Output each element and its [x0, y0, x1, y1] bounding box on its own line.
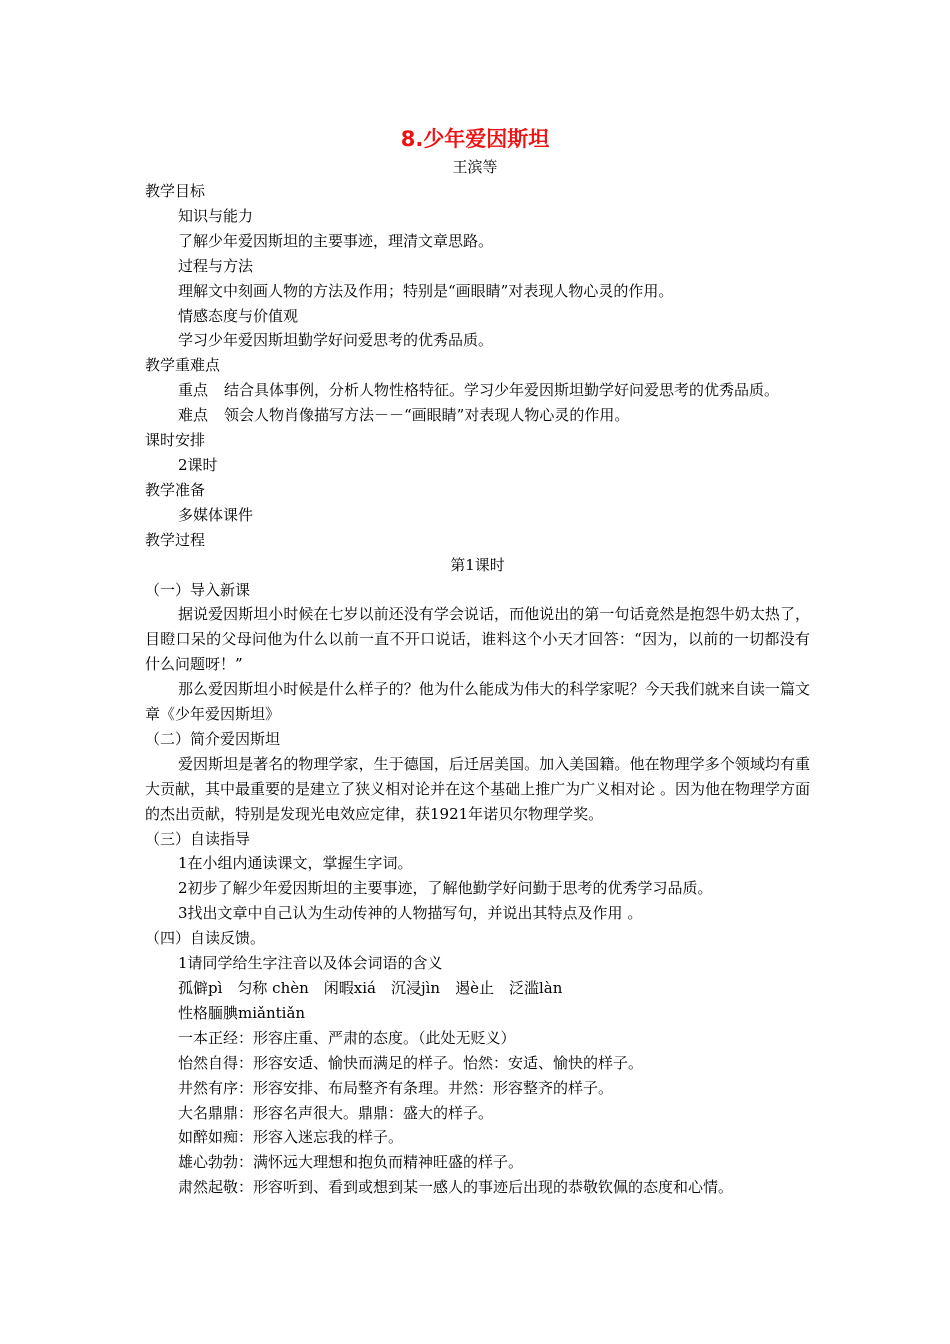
goal-knowledge-label: 知识与能力 — [178, 206, 254, 225]
vocab-item: 雄心勃勃：满怀远大理想和抱负而精神旺盛的样子。 — [178, 1153, 524, 1172]
vocab-item: 如醉如痴：形容入迷忘我的样子。 — [178, 1128, 404, 1147]
lesson-heading: 第1课时 — [450, 555, 505, 574]
focus-text: 结合具体事例，分析人物性格特征。学习少年爱因斯坦勤学好问爱思考的优秀品质。 — [224, 381, 780, 400]
goal-emotion-text: 学习少年爱因斯坦勤学好问爱思考的优秀品质。 — [178, 331, 494, 350]
vocab-item: 大名鼎鼎：形容名声很大。鼎鼎：盛大的样子。 — [178, 1103, 494, 1122]
goal-process-text: 理解文中刻画人物的方法及作用；特别是“画眼睛”对表现人物心灵的作用。 — [178, 281, 674, 300]
focus-label: 重点 — [178, 381, 209, 400]
prep-text: 多媒体课件 — [178, 505, 254, 524]
subsection-title-3: （三）自读指导 — [145, 829, 251, 848]
section-heading-process: 教学过程 — [145, 530, 206, 549]
schedule-text: 2课时 — [178, 455, 218, 474]
list-item: 3找出文章中自己认为生动传神的人物描写句，并说出其特点及作用 。 — [178, 904, 643, 923]
goal-emotion-label: 情感态度与价值观 — [178, 306, 299, 325]
subsection-title-4: （四）自读反馈。 — [145, 929, 266, 948]
vocab-item: 怡然自得：形容安适、愉快而满足的样子。怡然：安适、愉快的样子。 — [178, 1053, 644, 1072]
subsection-title-1: （一）导入新课 — [145, 580, 251, 599]
focus-paragraph — [145, 378, 810, 403]
bio-paragraph: 爱因斯坦是著名的物理学家，生于德国，后迁居美国。加入美国籍。他在物理学多个领域均有重大贡献，其中最重要的是建立了狭义相对论并在这个基础上推广为广义相对论 。因为他在物理学方面的杰出贡献，特别是发现光电效应定律，获1921年诺贝尔物理学奖。 — [145, 754, 810, 823]
difficulty-paragraph — [145, 403, 810, 428]
section-heading-key-points: 教学重难点 — [145, 356, 221, 375]
section-heading-prep: 教学准备 — [145, 480, 206, 499]
difficulty-text: 领会人物肖像描写方法－－“画眼睛”对表现人物心灵的作用。 — [224, 406, 630, 425]
pinyin-line: 孤僻pì 匀称 chèn 闲暇xiá 沉浸jìn 遏è止 泛滥làn — [178, 979, 563, 997]
vocab-item: 井然有序：形容安排、布局整齐有条理。井然：形容整齐的样子。 — [178, 1078, 614, 1097]
intro-paragraph-2: 那么爱因斯坦小时候是什么样子的？他为什么能成为伟大的科学家呢？今天我们就来自读一篇文章《少年爱因斯坦》 — [145, 680, 810, 724]
vocab-item: 肃然起敬：形容听到、看到或想到某一感人的事迹后出现的恭敬钦佩的态度和心情。 — [178, 1178, 734, 1197]
intro-paragraph-1: 据说爱因斯坦小时候在七岁以前还没有学会说话，而他说出的第一句话竟然是抱怨牛奶太热了，目瞪口呆的父母问他为什么以前一直不开口说话，谁料这个小天才回答：“因为，以前的一切都没有什么问题呀！” — [145, 605, 810, 674]
page-title: 8.少年爱因斯坦 — [400, 127, 550, 151]
author: 王滨等 — [452, 158, 498, 176]
difficulty-label: 难点 — [178, 406, 209, 425]
list-item: 1在小组内通读课文，掌握生字词。 — [178, 854, 413, 873]
list-item: 1请同学给生字注音以及体会词语的含义 — [178, 954, 443, 973]
list-item: 2初步了解少年爱因斯坦的主要事迹，了解他勤学好问勤于思考的优秀学习品质。 — [178, 879, 713, 898]
section-heading-goals: 教学目标 — [145, 182, 206, 200]
section-heading-schedule: 课时安排 — [145, 431, 206, 450]
document-body — [145, 179, 810, 1200]
goal-knowledge-text: 了解少年爱因斯坦的主要事迹，理清文章思路。 — [178, 231, 494, 250]
vocab-item: 一本正经：形容庄重、严肃的态度。（此处无贬义） — [178, 1028, 516, 1047]
subsection-title-2: （二）简介爱因斯坦 — [145, 729, 281, 748]
goal-process-label: 过程与方法 — [178, 256, 254, 275]
pinyin-line: 性格腼腆miǎntiǎn — [178, 1003, 306, 1022]
